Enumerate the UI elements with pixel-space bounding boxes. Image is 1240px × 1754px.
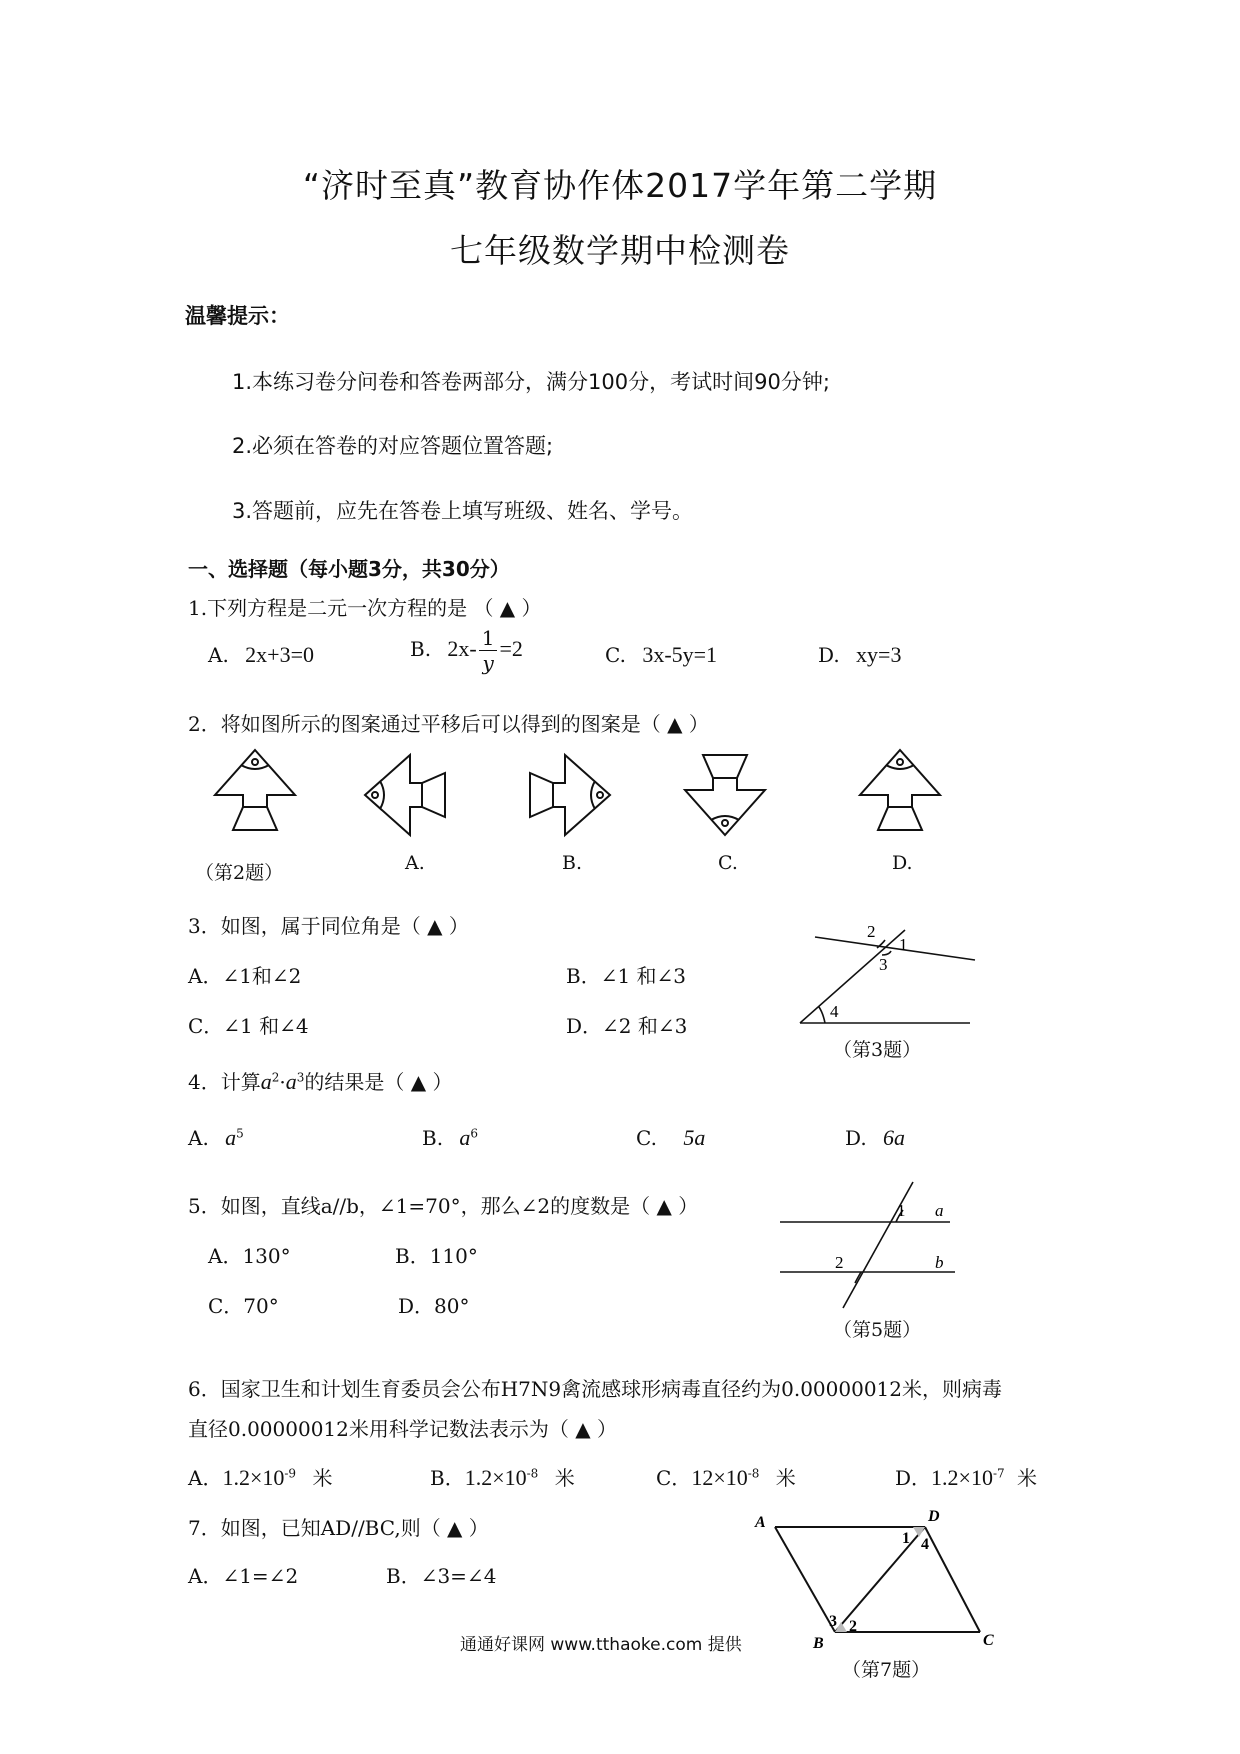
q4-stem-pre: 4．计算 (188, 1070, 261, 1094)
q5-stem: 5．如图，直线a//b，∠1=70°，那么∠2的度数是（ ▲ ） (188, 1194, 699, 1218)
q6-stem-line2: 直径0.00000012米用科学记数法表示为（ ▲ ） (188, 1417, 617, 1441)
q7-angle-2: 2 (849, 1618, 857, 1635)
q7-angle-1: 1 (902, 1530, 910, 1547)
q1-b-post: =2 (499, 636, 523, 661)
q6-d-mant: 1.2×10 (931, 1465, 993, 1490)
q2-label-a: A. (405, 852, 425, 874)
tip-item-2: 2.必须在答卷的对应答题位置答题; (232, 434, 554, 458)
q4-d-base: 6a (883, 1125, 906, 1150)
q1-d-label: D. (818, 643, 840, 667)
q1-stem: 1.下列方程是二元一次方程的是 （ ▲ ） (188, 596, 542, 620)
q7-vertex-c: C (983, 1632, 994, 1649)
q7-stem: 7．如图，已知AD//BC,则（ ▲ ） (188, 1516, 489, 1540)
q5-caption: （第5题） (833, 1319, 922, 1341)
exam-title-line2: 七年级数学期中检测卷 (450, 231, 790, 270)
q1-b-label: B. (410, 637, 432, 661)
q6-c-exp: -8 (747, 1466, 760, 1481)
q4-exp1: 2 (271, 1070, 280, 1085)
q1-a-expr: 2x+3=0 (245, 642, 314, 667)
q4-base1: a (260, 1069, 272, 1094)
q4-d-label: D. (845, 1126, 867, 1150)
q4-a-label: A. (188, 1126, 209, 1150)
q1-c-expr: 3x-5y=1 (642, 642, 718, 667)
q2-original-figure (205, 745, 305, 840)
q7-vertex-a: A (755, 1514, 766, 1531)
q6-a-unit: 米 (312, 1466, 333, 1490)
q1-c-label: C. (605, 643, 626, 667)
q1-b-numerator: 1 (479, 628, 498, 651)
q2-option-c-figure (675, 745, 775, 840)
q4-option-c (636, 1125, 705, 1151)
q5-label-b: b (935, 1253, 944, 1272)
q6-option-b (430, 1462, 575, 1491)
q5-label-2: 2 (835, 1253, 844, 1272)
q7-angle-4: 4 (921, 1536, 929, 1553)
q7-caption: （第7题） (842, 1659, 931, 1681)
q4-option-a (188, 1125, 244, 1151)
q6-option-a (188, 1462, 332, 1491)
q6-b-label: B． (430, 1466, 465, 1490)
q2-option-a-figure (360, 745, 455, 845)
q3-option-a: A．∠1和∠2 (188, 964, 302, 988)
q1-option-d (818, 642, 901, 668)
q4-exp2: 3 (296, 1070, 305, 1085)
q7-angle-3: 3 (829, 1613, 837, 1630)
q1-option-c (605, 642, 717, 668)
q6-option-c (656, 1462, 796, 1491)
q3-angle-label-4: 4 (830, 1002, 839, 1021)
q4-c-base: 5a (683, 1125, 706, 1150)
q1-d-expr: xy=3 (856, 642, 902, 667)
q6-option-d (895, 1462, 1037, 1491)
q1-b-denominator: y (482, 651, 494, 675)
q1-b-pre: 2x- (447, 636, 477, 661)
q3-option-d: D．∠2 和∠3 (566, 1014, 688, 1038)
q5-figure (775, 1180, 975, 1310)
q4-option-d (845, 1125, 905, 1151)
q4-b-base: a (459, 1125, 471, 1150)
q3-option-c: C．∠1 和∠4 (188, 1014, 309, 1038)
q5-option-d: D．80° (398, 1294, 470, 1318)
q3-figure (795, 915, 985, 1030)
tip-item-1: 1.本练习卷分问卷和答卷两部分，满分100分，考试时间90分钟; (232, 370, 830, 394)
q5-label-1: 1 (897, 1201, 906, 1220)
exam-title-line1: “济时至真”教育协作体2017学年第二学期 (302, 166, 938, 205)
q7-option-a: A．∠1=∠2 (188, 1564, 299, 1588)
q1-b-fraction (479, 628, 498, 673)
q2-caption: （第2题） (195, 862, 284, 884)
q6-a-mant: 1.2×10 (222, 1465, 285, 1490)
q6-b-exp: -8 (526, 1466, 539, 1481)
q6-c-unit: 米 (775, 1466, 796, 1490)
q7-vertex-b: B (813, 1635, 824, 1650)
q4-b-exp: 6 (470, 1126, 479, 1141)
q1-option-a (208, 642, 314, 668)
q3-stem: 3．如图，属于同位角是（ ▲ ） (188, 914, 469, 938)
q2-stem: 2．将如图所示的图案通过平移后可以得到的图案是（ ▲ ） (188, 712, 709, 736)
q6-b-mant: 1.2×10 (464, 1465, 527, 1490)
q3-angle-label-3: 3 (879, 955, 888, 974)
q2-option-b-figure (520, 745, 615, 845)
q5-label-a: a (935, 1201, 944, 1220)
q6-a-label: A． (188, 1466, 223, 1490)
q7-vertex-d: D (928, 1508, 940, 1525)
q7-option-b: B．∠3=∠4 (386, 1564, 497, 1588)
q4-a-exp: 5 (236, 1126, 244, 1141)
q3-caption: （第3题） (833, 1039, 922, 1061)
q4-b-label: B. (422, 1126, 444, 1150)
q6-d-exp: -7 (992, 1466, 1005, 1481)
q5-option-b: B．110° (395, 1244, 478, 1268)
q5-option-a: A．130° (208, 1244, 291, 1268)
q6-a-exp: -9 (284, 1466, 297, 1481)
q6-stem-line1: 6．国家卫生和计划生育委员会公布H7N9禽流感球形病毒直径约为0.00000012米，则病毒 (188, 1377, 1002, 1401)
q4-a-base: a (225, 1125, 237, 1150)
q4-c-label: C. (636, 1126, 657, 1150)
q4-option-b (422, 1125, 478, 1151)
q4-base2: a (285, 1069, 297, 1094)
q6-d-label: D． (895, 1466, 932, 1490)
q3-option-b: B．∠1 和∠3 (566, 964, 687, 988)
tips-heading: 温馨提示： (185, 304, 290, 328)
q2-label-b: B. (562, 852, 583, 874)
q3-angle-label-1: 1 (899, 935, 908, 954)
q1-option-b (410, 628, 523, 673)
q4-stem-post: 的结果是（ ▲ ） (304, 1070, 453, 1094)
q4-stem (188, 1066, 452, 1095)
q6-d-unit: 米 (1017, 1466, 1038, 1490)
q5-option-c: C．70° (208, 1294, 279, 1318)
tip-item-3: 3.答题前，应先在答卷上填写班级、姓名、学号。 (232, 499, 694, 523)
q6-c-mant: 12×10 (691, 1465, 748, 1490)
q1-a-label: A. (208, 643, 229, 667)
q6-b-unit: 米 (554, 1466, 575, 1490)
q2-label-d: D. (892, 852, 913, 874)
q2-option-d-figure (850, 745, 950, 840)
section-heading: 一、选择题（每小题3分，共30分） (188, 557, 510, 581)
q3-angle-label-2: 2 (867, 922, 876, 941)
q2-label-c: C. (718, 852, 738, 874)
footer-text: 通通好课网 www.tthaoke.com 提供 (460, 1635, 742, 1655)
q6-c-label: C． (656, 1466, 692, 1490)
q4-dot: · (279, 1070, 286, 1094)
q7-figure (745, 1505, 1010, 1650)
